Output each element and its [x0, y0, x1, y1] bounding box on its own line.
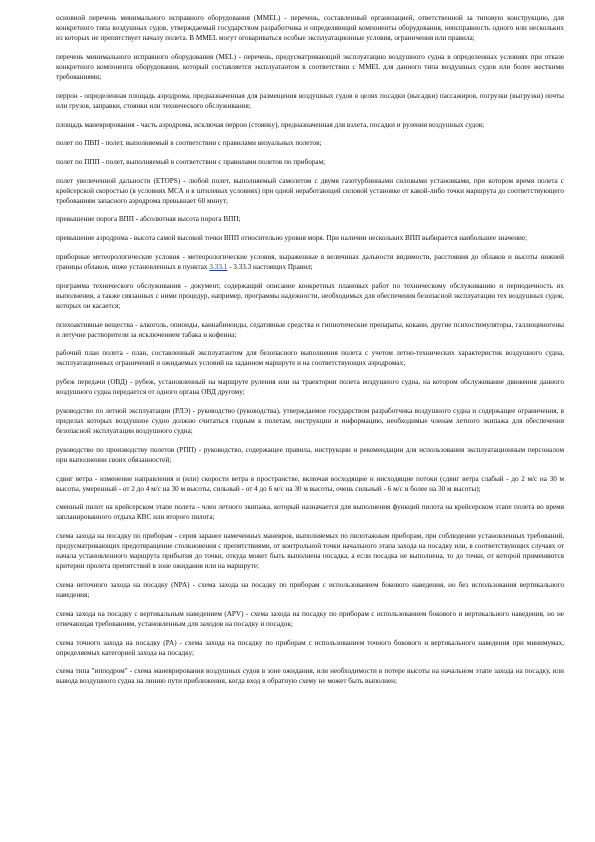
definition-paragraph [56, 52, 564, 82]
paragraph-text: схема неточного захода на посадку (NPA) - схема захода на посадку по приборам с использованием бокового наведения, но без использования вертикального наведения; [56, 581, 564, 600]
paragraph-text: - 3.33.3 настоящих Правил; [227, 262, 313, 271]
document-body [56, 13, 564, 687]
definition-paragraph [56, 474, 564, 494]
paragraph-text: перрон - определенная площадь аэродрома, предназначенная для размещения воздушных судов в целях посадки (высадки) пассажиров, погрузки (выгрузки) почты или грузов, заправки, стоянки или технического обслуживания; [56, 91, 564, 110]
paragraph-text: основной перечень минимального исправного оборудования (MMEL) - перечень, составленный организацией, ответственной за типовую конструкцию, для конкретного типа воздушных судов, утверждаемый государством разработчика и определяющий компоненты оборудования, неисправность одного или нескольких из которых не препятствует началу полета. В MMEL могут оговариваться особые эксплуатационные условия, ограничения или правила; [56, 14, 564, 43]
definition-paragraph [56, 233, 564, 243]
definition-paragraph [56, 348, 564, 368]
paragraph-text: полет увеличенной дальности (ETOPS) - любой полет, выполняемый самолетом с двумя газотурбинными силовыми установками, при котором время полета с крейсерской скоростью (в условиях МСА и в штилевых условиях) при одной неработающей силовой установке от какой-либо точки маршрута до соответствующего требованиям запасного аэродрома превышает 60 минут; [56, 176, 564, 205]
paragraph-text: схема точного захода на посадку (PA) - схема захода на посадку по приборам с использованием точного бокового и вертикального наведения при минимумах, определяемых категорией захода на посадку; [56, 638, 564, 657]
definition-paragraph [56, 13, 564, 43]
definition-paragraph [56, 138, 564, 148]
definition-paragraph [56, 609, 564, 629]
paragraph-text: превышение порога ВПП - абсолютная высота порога ВПП; [56, 215, 241, 224]
reference-link[interactable]: 3.33.1 [209, 262, 228, 271]
definition-paragraph [56, 176, 564, 206]
definition-paragraph [56, 252, 564, 272]
paragraph-text: полет по ПВП - полет, выполняемый в соответствии с правилами визуальных полетов; [56, 139, 322, 148]
definition-paragraph [56, 580, 564, 600]
paragraph-text: схема захода на посадку с вертикальным наведением (APV) - схема захода на посадку по приборам с использованием бокового и вертикального наведения, но не отвечающая требованиям, установленным для заходов на посадку и посадок; [56, 609, 564, 628]
definition-paragraph [56, 281, 564, 311]
paragraph-text: площадь маневрирования - часть аэродрома, исключая перрон (стоянку), предназначенная для взлета, посадки и руления воздушных судов; [56, 120, 485, 129]
paragraph-text: руководство по производству полетов (РПП) - руководство, содержащее правила, инструкции и рекомендации для использования эксплуатационным персоналом при выполнении своих обязанностей; [56, 445, 564, 464]
definition-paragraph [56, 531, 564, 571]
paragraph-text: схема захода на посадку по приборам - серия заранее намеченных маневров, выполняемых по пилотажным приборам, при соблюдении установленных требований, предусматривающих предотвращение столкновения с препятствиями, от контрольной точки начального этапа захода на посадку или, в соответствующих случаях от начала установленного маршрута прибытия до точки, откуда может быть выполнена посадка, а если посадка не выполнена, то до точки, от которой применяются критерии пролета препятствий в зоне ожидания или на маршруте; [56, 532, 564, 571]
definition-paragraph [56, 320, 564, 340]
paragraph-text: приборные метеорологические условия - метеорологические условия, выраженные в величинах дальности видимости, расстояния до облаков и высоты нижней границы облаков, ниже установленных в пунктах [56, 252, 564, 271]
document-page [56, 13, 564, 695]
paragraph-text: схема типа "ипподром" - схема маневрирования воздушных судов в зоне ожидания, или необходимости в потере высоты на начальном этапе захода на посадку, или вывода воздушного судна на линию пути приближения, когда вход в обратную схему не может быть выполнен; [56, 667, 564, 686]
paragraph-text: перечень минимального исправного оборудования (MEL) - перечень, предусматривающий эксплуатацию воздушного судна в определенных условиях при отказе конкретного компонента оборудования, который составляется эксплуатантом в соответствии с MMEL для данного типа воздушных судов или более жесткими требованиями; [56, 52, 564, 82]
definition-paragraph [56, 445, 564, 465]
definition-paragraph [56, 120, 564, 130]
paragraph-text: превышение аэродрома - высота самой высокой точки ВПП относительно уровня моря. При наличии нескольких ВПП выбирается наибольшее значение; [56, 234, 528, 243]
paragraph-text: сменный пилот на крейсерском этапе полета - член летного экипажа, который назначается для выполнения функций пилота на крейсерском этапе полета во время запланированного отдыха КВС или второго пилота; [56, 503, 564, 522]
definition-paragraph [56, 666, 564, 686]
paragraph-text: рабочий план полета - план, составленный эксплуатантом для безопасного выполнения полета с учетом летно-технических характеристик воздушного судна, эксплуатационных ограничений и ожидаемых условий на заданном маршруте и на соответствующих аэродромах; [56, 349, 564, 368]
paragraph-text: психоактивные вещества - алкоголь, опиоиды, каннабиноиды, седативные средства и гипнотические препараты, кокаин, другие психостимуляторы, галлюциногены и летучие растворители за исключением табака и кофеина; [56, 320, 564, 339]
paragraph-text: полет по ППП - полет, выполняемый в соответствии с правилами полетов по приборам; [56, 157, 326, 166]
definition-paragraph [56, 377, 564, 397]
definition-paragraph [56, 157, 564, 167]
definition-paragraph [56, 214, 564, 224]
paragraph-text: программа технического обслуживания - документ, содержащий описание конкретных плановых работ по техническому обслуживанию и периодичность их выполнения, а также связанных с ними процедур, например, программы надежности, необходимых для обеспечения безопасной эксплуатации тех воздушных судов, которых он касается; [56, 281, 564, 310]
definition-paragraph [56, 502, 564, 522]
paragraph-text: руководство по летной эксплуатации (РЛЭ) - руководство (руководства), утверждаемое государством разработчика воздушного судна и содержащее ограничения, в пределах которых воздушное судно должно считаться годным к полетам, инструкции и информацию, необходимые членам летного экипажа для обеспечения безопасной эксплуатации воздушного судна; [56, 406, 564, 436]
paragraph-text: сдвиг ветра - изменение направления и (или) скорости ветра в пространстве, включая восходящие и нисходящие потоки (сдвиг ветра слабый - до 2 м/с на 30 м высоты, умеренный - от 2 до 4 м/с на 30 м высоты, сильный - от 4 до 6 м/с на 30 м высоты, очень сильный - 6 м/с и более на 30 м высоты); [56, 474, 564, 493]
definition-paragraph [56, 406, 564, 436]
definition-paragraph [56, 638, 564, 658]
paragraph-text: рубеж передачи (ОВД) - рубеж, установленный на маршруте руления или на траектории полета воздушного судна, на котором обслуживание движения данного воздушного судна передается от одного органа ОВД другому; [56, 378, 564, 397]
definition-paragraph [56, 91, 564, 111]
